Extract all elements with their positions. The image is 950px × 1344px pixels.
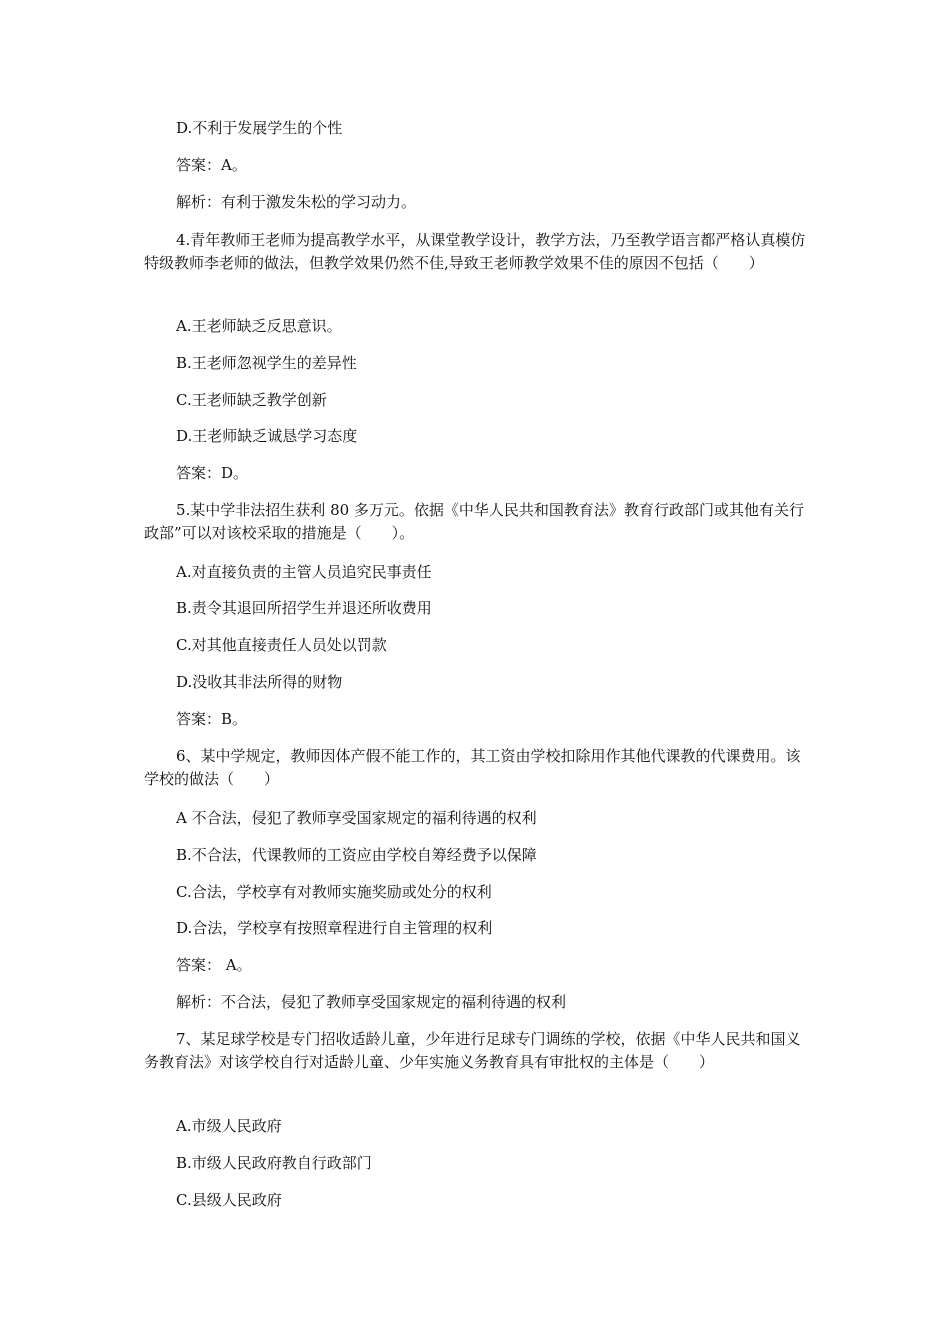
option-c-q6: C.合法，学校享有对教师实施奖励或处分的权利 [176,883,492,901]
option-d-q5: D.没收其非法所得的财物 [176,673,343,691]
answer-q6: 答案： A。 [176,956,252,974]
question-4: 4.青年教师王老师为提高教学水平，从课堂教学设计，教学方法，乃至教学语言都严格认真模仿特级教师李老师的做法，但教学效果仍然不佳,导致王老师教学效果不佳的原因不包括（ ） [144,231,806,272]
option-c-q5: C.对其他直接责任人员处以罚款 [176,636,387,654]
option-c-q7: C.县级人民政府 [176,1191,282,1209]
analysis-q3: 解析：有利于激发朱松的学习动力。 [176,193,417,211]
option-d-q3: D.不利于发展学生的个性 [176,119,343,137]
option-b-q5: B.责令其退回所招学生并退还所收费用 [176,599,432,617]
question-6: 6、某中学规定，教师因体产假不能工作的，其工资由学校扣除用作其他代课教的代课费用。该学校的做法（ ） [144,747,801,788]
analysis-q6: 解析：不合法，侵犯了教师享受国家规定的福利待遇的权利 [176,993,567,1011]
question-5: 5.某中学非法招生获利 80 多万元。依据《中华人民共和国教育法》教育行政部门或其他有关行政部”可以对该校采取的措施是（ ）。 [144,501,804,542]
option-d-q6: D.合法，学校享有按照章程进行自主管理的权利 [176,919,493,937]
option-d-q4: D.王老师缺乏诚恳学习态度 [176,427,358,445]
answer-q3: 答案：A。 [176,156,247,174]
answer-q4: 答案：D。 [176,464,249,482]
option-b-q7: B.市级人民政府教自行政部门 [176,1154,372,1172]
option-a-q5: A.对直接负责的主管人员追究民事责任 [176,563,432,581]
option-a-q7: A.市级人民政府 [176,1117,282,1135]
option-b-q6: B.不合法，代课教师的工资应由学校自筹经费予以保障 [176,846,537,864]
option-a-q4: A.王老师缺乏反思意识。 [176,317,342,335]
question-7: 7、某足球学校是专门招收适龄儿童，少年进行足球专门调练的学校，依据《中华人民共和国义务教育法》对该学校自行对适龄儿童、少年实施义务教育具有审批权的主体是（ ） [144,1030,801,1071]
option-a-q6: A 不合法，侵犯了教师享受国家规定的福利待遇的权利 [176,809,537,827]
option-b-q4: B.王老师忽视学生的差异性 [176,354,357,372]
option-c-q4: C.王老师缺乏教学创新 [176,391,327,409]
answer-q5: 答案：B。 [176,710,248,728]
